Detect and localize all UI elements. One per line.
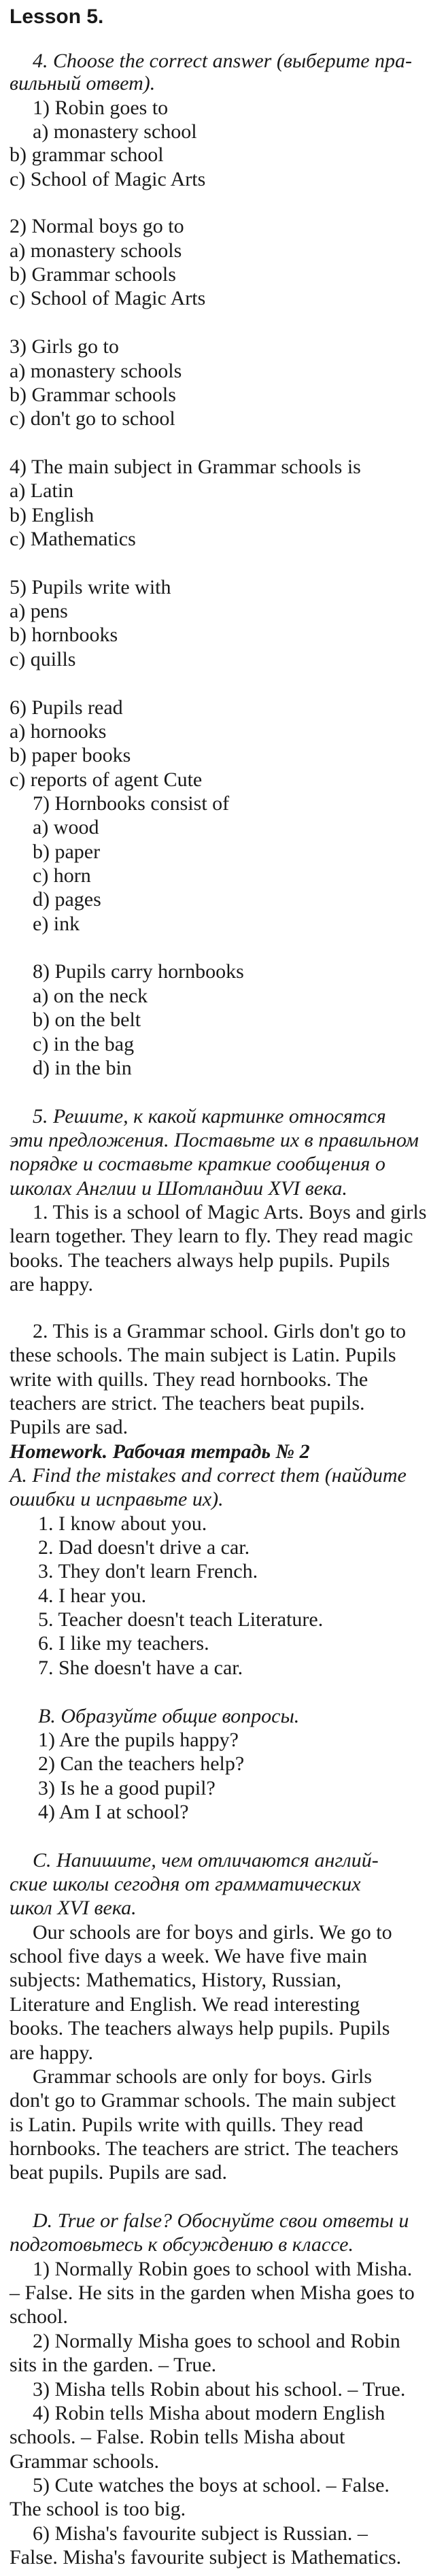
- hw-c-p1-line4: Literature and English. We read interesting: [10, 1993, 360, 2016]
- hw-c-p1-line6: are happy.: [10, 2041, 93, 2064]
- hw-d-item-6: 6) Misha's favourite subject is Russian. –: [33, 2522, 368, 2545]
- lesson-title: Lesson 5.: [10, 5, 104, 28]
- hw-d-item-4-cont2: Grammar schools.: [10, 2450, 159, 2473]
- ex4-q4-b: b) English: [10, 503, 95, 526]
- ex4-q7-a: a) wood: [33, 816, 99, 839]
- hw-c-p2-line1: Grammar schools are only for boys. Girls: [33, 2065, 373, 2088]
- ex4-q3: 3) Girls go to: [10, 335, 119, 358]
- ex4-q1-c: c) School of Magic Arts: [10, 167, 206, 190]
- hw-c-p2-line3: is Latin. Pupils write with quills. They read: [10, 2113, 364, 2136]
- hw-c-p2-line5: beat pupils. Pupils are sad.: [10, 2161, 227, 2184]
- ex4-q6-c: c) reports of agent Cute: [10, 768, 203, 791]
- hw-a-item-7: 7. She doesn't have a car.: [38, 1656, 243, 1679]
- ex4-q7-c: c) horn: [33, 864, 91, 887]
- ex4-q6: 6) Pupils read: [10, 696, 123, 719]
- hw-d-item-2-cont: sits in the garden. – True.: [10, 2354, 217, 2377]
- hw-a-item-5: 5. Teacher doesn't teach Literature.: [38, 1608, 324, 1631]
- ex5-p1-line1: 1. This is a school of Magic Arts. Boys and girls: [33, 1201, 427, 1223]
- hw-d-item-2: 2) Normally Misha goes to school and Robin: [33, 2329, 400, 2352]
- hw-d-item-3: 3) Misha tells Robin about his school. – True.: [33, 2377, 406, 2401]
- hw-c-heading-line2: ские школы сегодня от грамматических: [10, 1873, 361, 1896]
- hw-c-p1-line2: school five days a week. We have five main: [10, 1945, 368, 1968]
- ex4-q6-a: a) hornooks: [10, 719, 107, 743]
- ex5-p1-line2: learn together. They learn to fly. They read magic: [10, 1225, 413, 1248]
- hw-b-item-4: 4) Am I at school?: [38, 1800, 189, 1823]
- hw-a-item-3: 3. They don't learn French.: [38, 1560, 258, 1583]
- ex4-q3-c: c) don't go to school: [10, 407, 175, 430]
- homework-heading: Homework. Рабочая тетрадь № 2: [10, 1440, 310, 1463]
- hw-a-heading-line2: ошибки и исправьте их).: [10, 1488, 224, 1511]
- hw-c-p1-line5: books. The teachers always help pupils. Pupils: [10, 2017, 390, 2040]
- ex4-q4-c: c) Mathematics: [10, 528, 136, 551]
- hw-a-item-2: 2. Dad doesn't drive a car.: [38, 1536, 250, 1559]
- ex5-heading-line1: 5. Решите, к какой картинке относятся: [33, 1104, 386, 1128]
- ex4-q5-c: c) quills: [10, 647, 76, 671]
- hw-c-heading-line3: школ XVI века.: [10, 1897, 137, 1920]
- hw-a-item-6: 6. I like my teachers.: [38, 1632, 209, 1655]
- hw-d-item-1: 1) Normally Robin goes to school with Misha.: [33, 2257, 413, 2280]
- hw-a-item-1: 1. I know about you.: [38, 1512, 207, 1535]
- ex5-p2-line5: Pupils are sad.: [10, 1416, 128, 1439]
- hw-c-heading-line1: C. Напишите, чем отличаются англий-: [33, 1848, 379, 1871]
- ex4-heading-line2: вильный ответ).: [10, 72, 156, 95]
- ex4-q4: 4) The main subject in Grammar schools is: [10, 455, 361, 478]
- hw-b-heading: B. Образуйте общие вопросы.: [38, 1704, 300, 1727]
- ex4-q2-c: c) School of Magic Arts: [10, 287, 206, 310]
- ex5-p2-line2: these schools. The main subject is Latin. Pupils: [10, 1344, 396, 1367]
- ex5-heading-line2: эти предложения. Поставьте их в правильном: [10, 1128, 419, 1151]
- hw-d-item-5-cont: The school is too big.: [10, 2498, 186, 2521]
- ex4-q2-a: a) monastery schools: [10, 239, 182, 262]
- ex4-q3-b: b) Grammar schools: [10, 383, 176, 406]
- ex5-p1-line3: books. The teachers always help pupils. Pupils: [10, 1249, 390, 1272]
- ex4-q5-b: b) hornbooks: [10, 624, 118, 647]
- ex4-q5: 5) Pupils write with: [10, 575, 171, 598]
- ex4-q1-b: b) grammar school: [10, 143, 164, 167]
- ex4-q7-b: b) paper: [33, 840, 101, 863]
- ex4-q1: 1) Robin goes to: [33, 96, 169, 119]
- ex4-q4-a: a) Latin: [10, 479, 74, 503]
- hw-b-item-1: 1) Are the pupils happy?: [38, 1728, 239, 1751]
- ex4-q2-b: b) Grammar schools: [10, 263, 176, 286]
- hw-d-heading-line1: D. True or false? Обоснуйте свои ответы и: [33, 2209, 409, 2232]
- hw-d-item-1-cont: – False. He sits in the garden when Misha goes to: [10, 2282, 415, 2305]
- hw-b-item-3: 3) Is he a good pupil?: [38, 1776, 216, 1799]
- hw-d-item-4-cont: schools. – False. Robin tells Misha about: [10, 2426, 345, 2449]
- hw-d-item-4: 4) Robin tells Misha about modern English: [33, 2401, 385, 2424]
- ex4-q8-c: c) in the bag: [33, 1032, 135, 1055]
- ex4-heading-line1: 4. Choose the correct answer (выберите пра-: [33, 49, 413, 72]
- ex5-p2-line4: teachers are strict. The teachers beat pupils.: [10, 1391, 365, 1414]
- ex4-q8-b: b) on the belt: [33, 1009, 141, 1032]
- ex4-q3-a: a) monastery schools: [10, 359, 182, 382]
- hw-c-p1-line1: Our schools are for boys and girls. We go to: [33, 1920, 392, 1944]
- ex4-q8-a: a) on the neck: [33, 984, 148, 1007]
- ex4-q1-a: a) monastery school: [33, 120, 197, 143]
- ex5-p1-line4: are happy.: [10, 1273, 93, 1296]
- hw-d-item-6-cont: False. Misha's favourite subject is Mathematics.: [10, 2546, 402, 2569]
- hw-c-p2-line4: hornbooks. The teachers are strict. The teachers: [10, 2137, 398, 2160]
- hw-d-heading-line2: подготовьтесь к обсуждению в классе.: [10, 2233, 354, 2256]
- ex5-heading-line4: школах Англии и Шотландии XVI века.: [10, 1176, 347, 1200]
- ex5-p2-line1: 2. This is a Grammar school. Girls don't go to: [33, 1319, 406, 1342]
- ex5-p2-line3: write with quills. They read hornbooks. The: [10, 1368, 368, 1391]
- ex4-q5-a: a) pens: [10, 600, 68, 623]
- ex4-q7-e: e) ink: [33, 912, 80, 935]
- ex4-q6-b: b) paper books: [10, 744, 131, 767]
- hw-c-p1-line3: subjects: Mathematics, History, Russian,: [10, 1969, 341, 1992]
- hw-c-p2-line2: don't go to Grammar schools. The main subject: [10, 2089, 396, 2112]
- hw-a-heading-line1: A. Find the mistakes and correct them (найдите: [10, 1463, 407, 1487]
- hw-b-item-2: 2) Can the teachers help?: [38, 1752, 245, 1776]
- hw-a-item-4: 4. I hear you.: [38, 1584, 147, 1607]
- ex4-q7: 7) Hornbooks consist of: [33, 792, 230, 815]
- ex4-q8-d: d) in the bin: [33, 1056, 132, 1079]
- hw-d-item-1-cont2: school.: [10, 2305, 68, 2328]
- ex4-q7-d: d) pages: [33, 888, 101, 911]
- ex4-q8: 8) Pupils carry hornbooks: [33, 960, 244, 983]
- hw-d-item-5: 5) Cute watches the boys at school. – False.: [33, 2473, 390, 2496]
- ex5-heading-line3: порядке и составьте краткие сообщения о: [10, 1153, 385, 1176]
- ex4-q2: 2) Normal boys go to: [10, 215, 184, 238]
